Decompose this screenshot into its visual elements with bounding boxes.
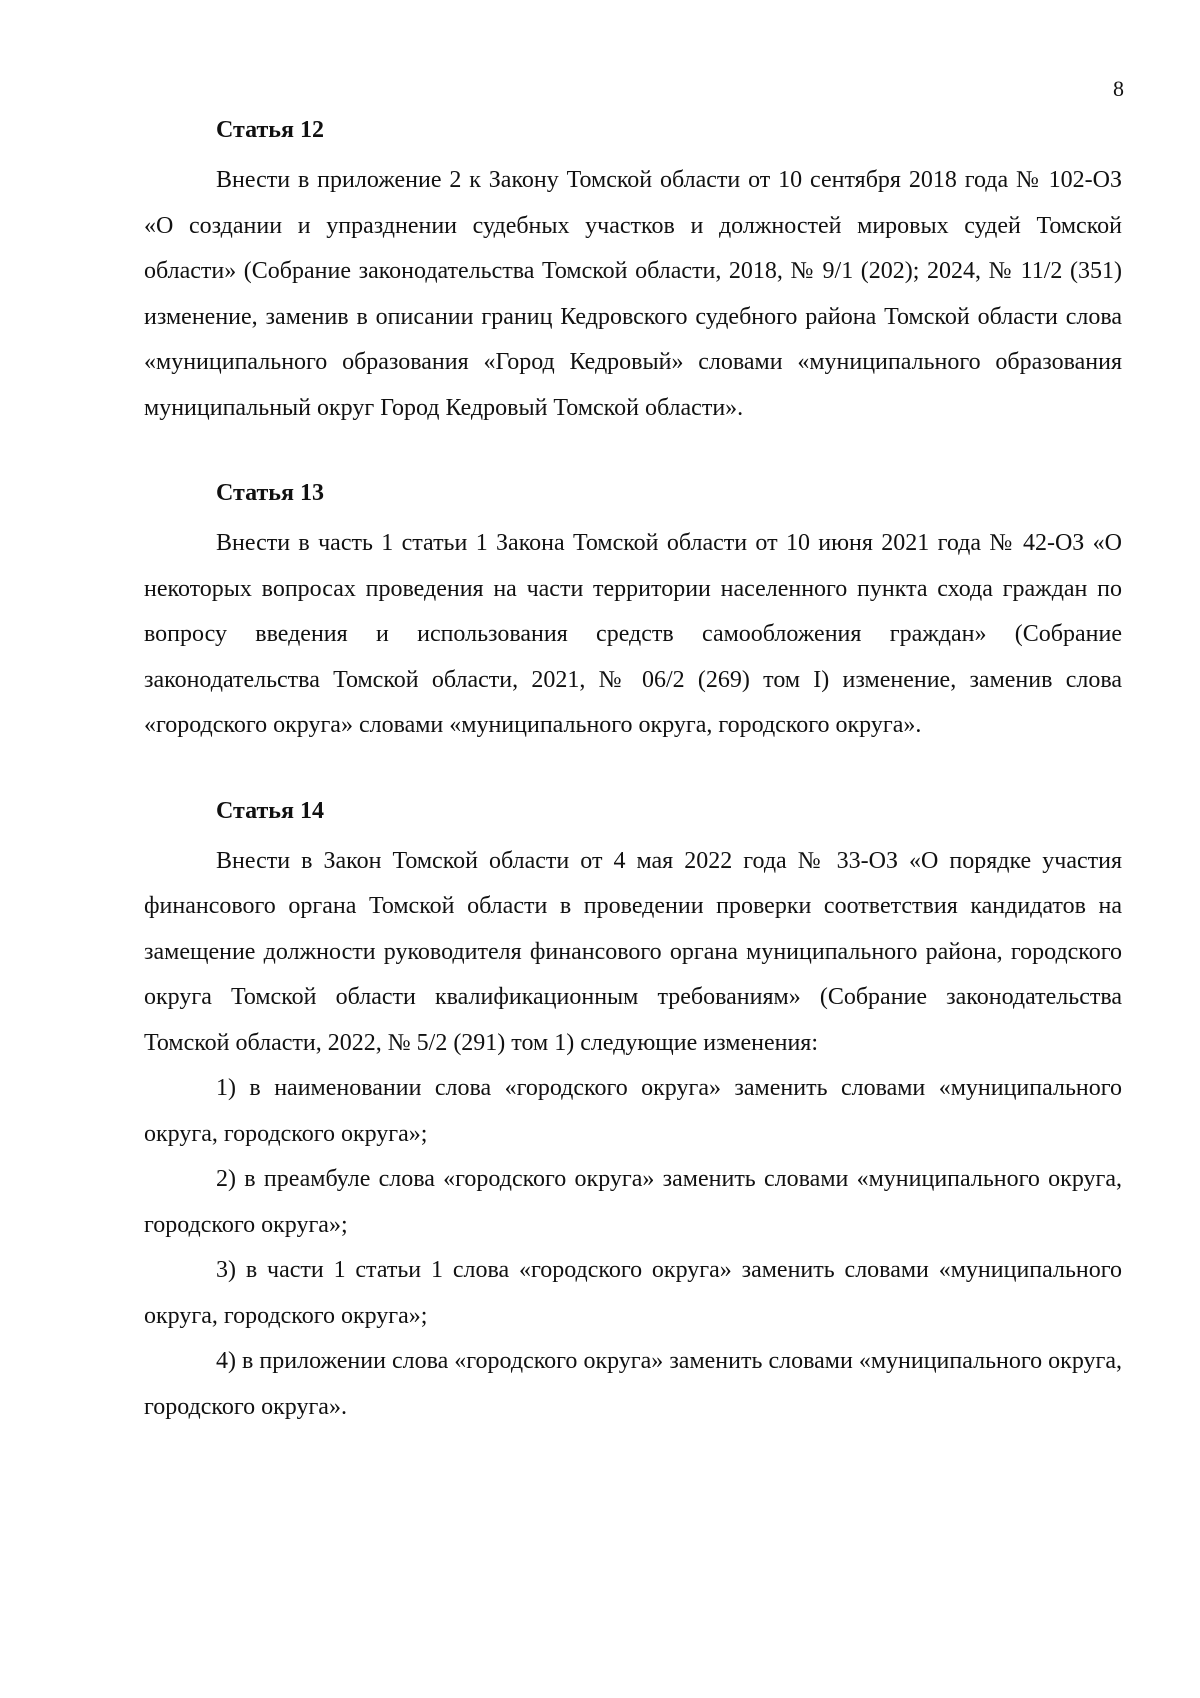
article-14 xyxy=(144,797,1122,1431)
section-spacer xyxy=(144,749,1122,797)
article-13 xyxy=(144,479,1122,749)
article-14-paragraph: Внести в Закон Томской области от 4 мая 2022 года № 33-ОЗ «О порядке участия финансового органа Томской области в проведении проверки соответствия кандидатов на замещение должности руководителя финансового органа муниципального района, городского округа Томской области квалификационным требованиям» (Собрание законодательства Томской области, 2022, № 5/2 (291) том 1) следующие изменения: xyxy=(144,847,1122,1056)
article-12-title: Статья 12 xyxy=(216,117,324,143)
page-number: 8 xyxy=(1113,76,1124,101)
article-14-item-4: 4) в приложении слова «городского округа» заменить словами «муниципального округа, городского округа». xyxy=(144,1348,1122,1420)
article-14-item-3: 3) в части 1 статьи 1 слова «городского округа» заменить словами «муниципального округа, городского округа»; xyxy=(144,1257,1122,1329)
section-spacer xyxy=(144,431,1122,479)
article-12 xyxy=(144,116,1122,431)
article-13-title: Статья 13 xyxy=(216,480,324,506)
article-13-paragraph: Внести в часть 1 статьи 1 Закона Томской области от 10 июня 2021 года № 42-ОЗ «О некоторых вопросах проведения на части территории населенного пункта схода граждан по вопросу введения и использования средств самообложения граждан» (Собрание законодательства Томской области, 2021, № 06/2 (269) том I) изменение, заменив слова «городского округа» словами «муниципального округа, городского округа». xyxy=(144,530,1122,738)
article-14-title: Статья 14 xyxy=(216,797,324,824)
document-body xyxy=(144,116,1122,1430)
article-14-item-1: 1) в наименовании слова «городского округа» заменить словами «муниципального округа, городского округа»; xyxy=(144,1075,1122,1147)
article-12-paragraph: Внести в приложение 2 к Закону Томской области от 10 сентября 2018 года № 102-ОЗ «О создании и упразднении судебных участков и должностей мировых судей Томской области» (Собрание законодательства Томской области, 2018, № 9/1 (202); 2024, № 11/2 (351) изменение, заменив в описании границ Кедровского судебного района Томской области слова «муниципального образования «Город Кедровый» словами «муниципального образования муниципальный округ Город Кедровый Томской области». xyxy=(144,167,1122,421)
article-14-item-2: 2) в преамбуле слова «городского округа» заменить словами «муниципального округа, городского округа»; xyxy=(144,1166,1122,1238)
